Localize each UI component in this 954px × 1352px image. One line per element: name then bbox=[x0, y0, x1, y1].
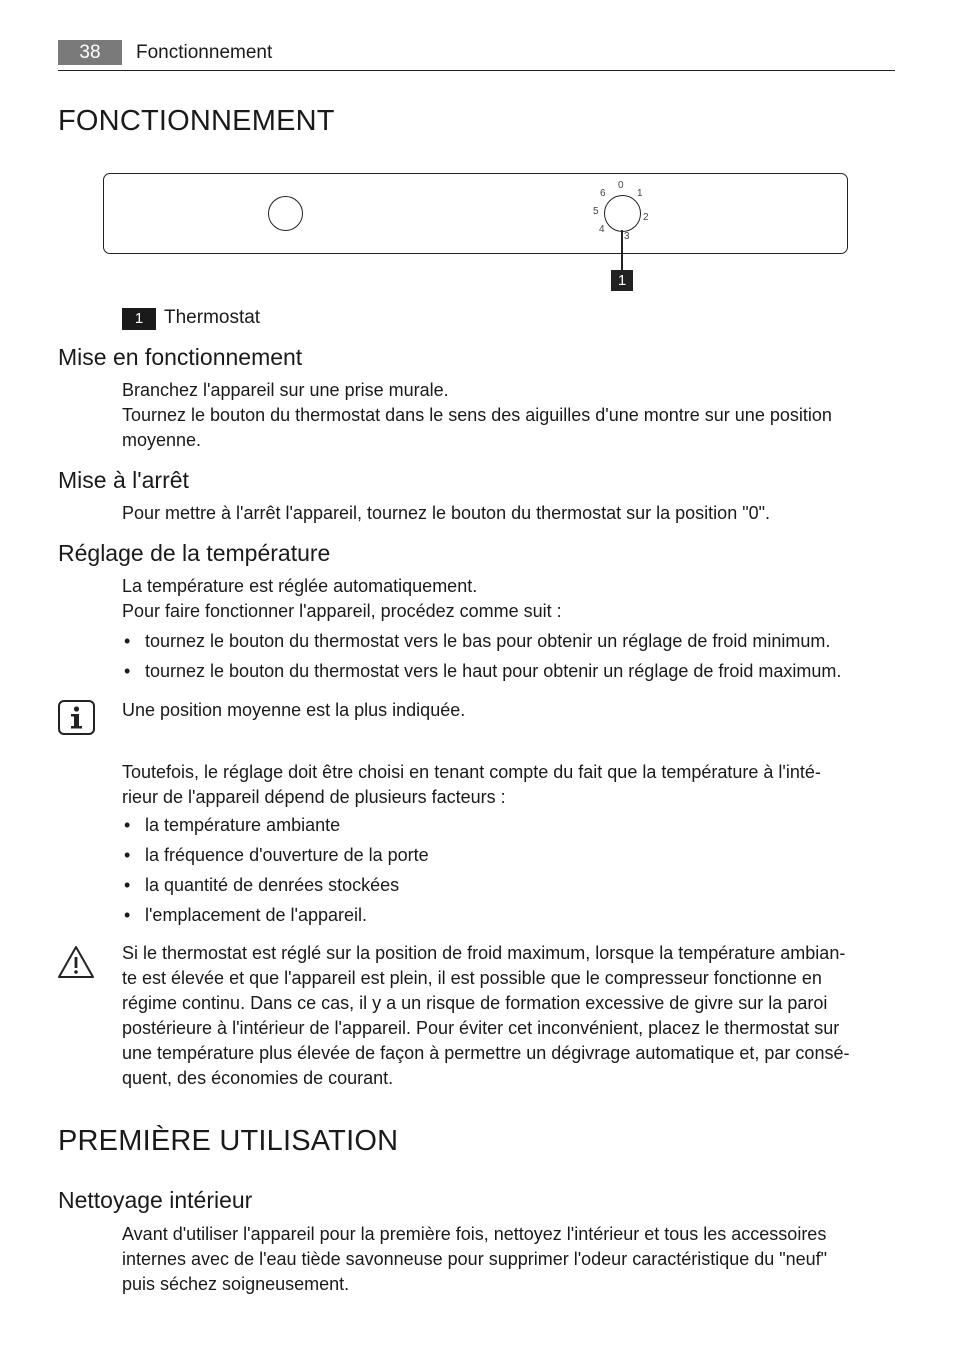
warning-text-line: postérieure à l'intérieur de l'appareil. Pour éviter cet inconvénient, placez le thermostat sur bbox=[122, 1018, 840, 1038]
section-title-premiere-utilisation: PREMIÈRE UTILISATION bbox=[58, 1125, 399, 1157]
warning-text-line: te est élevée et que l'appareil est plein, il est possible que le compresseur fonctionne en bbox=[122, 968, 822, 988]
bullet-dot: • bbox=[124, 875, 131, 895]
indicator-light bbox=[268, 196, 303, 231]
list-item-text: la quantité de denrées stockées bbox=[145, 875, 400, 895]
paragraph-line: Toutefois, le réglage doit être choisi en tenant compte du fait que la température à l'inté- bbox=[122, 762, 821, 782]
list-item-text: tournez le bouton du thermostat vers le bas pour obtenir un réglage de froid minimum. bbox=[145, 631, 831, 651]
list-item-text: tournez le bouton du thermostat vers le haut pour obtenir un réglage de froid maximum. bbox=[145, 661, 842, 681]
warning-text-line: régime continu. Dans ce cas, il y a un risque de formation excessive de givre sur la paroi bbox=[122, 993, 828, 1013]
section-title-fonctionnement: FONCTIONNEMENT bbox=[58, 105, 335, 137]
header-divider bbox=[58, 70, 895, 71]
bullet-dot: • bbox=[124, 905, 131, 925]
legend-label: Thermostat bbox=[164, 307, 261, 328]
warning-text-line: Si le thermostat est réglé sur la position de froid maximum, lorsque la température ambian- bbox=[122, 943, 846, 963]
scale-label-3: 3 bbox=[624, 231, 630, 242]
scale-label-0: 0 bbox=[618, 180, 624, 191]
page-number: 38 bbox=[58, 40, 122, 65]
scale-label-5: 5 bbox=[593, 206, 599, 217]
scale-label-6: 6 bbox=[600, 188, 606, 199]
paragraph-line: Pour faire fonctionner l'appareil, procédez comme suit : bbox=[122, 601, 562, 621]
thermostat-knob bbox=[604, 195, 641, 232]
paragraph-line: Avant d'utiliser l'appareil pour la première fois, nettoyez l'intérieur et tous les accessoires bbox=[122, 1224, 827, 1244]
callout-number: 1 bbox=[611, 270, 633, 291]
paragraph-line: puis séchez soigneusement. bbox=[122, 1274, 350, 1294]
paragraph-line: La température est réglée automatiquement. bbox=[122, 576, 478, 596]
paragraph-line: internes avec de l'eau tiède savonneuse pour supprimer l'odeur caractéristique du "neuf" bbox=[122, 1249, 828, 1269]
legend-number: 1 bbox=[122, 308, 156, 330]
warning-text-line: une température plus élevée de façon à permettre un dégivrage automatique et, par consé- bbox=[122, 1043, 850, 1063]
control-panel-diagram bbox=[103, 173, 848, 254]
list-item-text: l'emplacement de l'appareil. bbox=[145, 905, 367, 925]
warning-icon bbox=[56, 944, 96, 980]
bullet-dot: • bbox=[124, 845, 131, 865]
bullet-dot: • bbox=[124, 815, 131, 835]
paragraph-line: Branchez l'appareil sur une prise murale. bbox=[122, 380, 449, 400]
info-note-text: Une position moyenne est la plus indiquée. bbox=[122, 700, 466, 720]
subsection-title-mise-en-fonctionnement: Mise en fonctionnement bbox=[58, 344, 303, 370]
bullet-dot: • bbox=[124, 661, 131, 681]
paragraph-line: rieur de l'appareil dépend de plusieurs facteurs : bbox=[122, 787, 506, 807]
subsection-title-nettoyage: Nettoyage intérieur bbox=[58, 1187, 253, 1213]
paragraph-line: Pour mettre à l'arrêt l'appareil, tournez le bouton du thermostat sur la position "0". bbox=[122, 503, 770, 523]
list-item-text: la température ambiante bbox=[145, 815, 341, 835]
list-item-text: la fréquence d'ouverture de la porte bbox=[145, 845, 429, 865]
warning-text-line: quent, des économies de courant. bbox=[122, 1068, 394, 1088]
subsection-title-reglage: Réglage de la température bbox=[58, 540, 331, 566]
scale-label-4: 4 bbox=[599, 224, 605, 235]
callout-leader-line bbox=[621, 230, 623, 271]
paragraph-line: Tournez le bouton du thermostat dans le sens des aiguilles d'une montre sur une position bbox=[122, 405, 832, 425]
info-icon bbox=[58, 700, 95, 735]
scale-label-2: 2 bbox=[643, 212, 649, 223]
paragraph-line: moyenne. bbox=[122, 430, 202, 450]
running-header: Fonctionnement bbox=[136, 42, 273, 63]
bullet-dot: • bbox=[124, 631, 131, 651]
subsection-title-mise-a-l-arret: Mise à l'arrêt bbox=[58, 467, 189, 493]
scale-label-1: 1 bbox=[637, 188, 643, 199]
